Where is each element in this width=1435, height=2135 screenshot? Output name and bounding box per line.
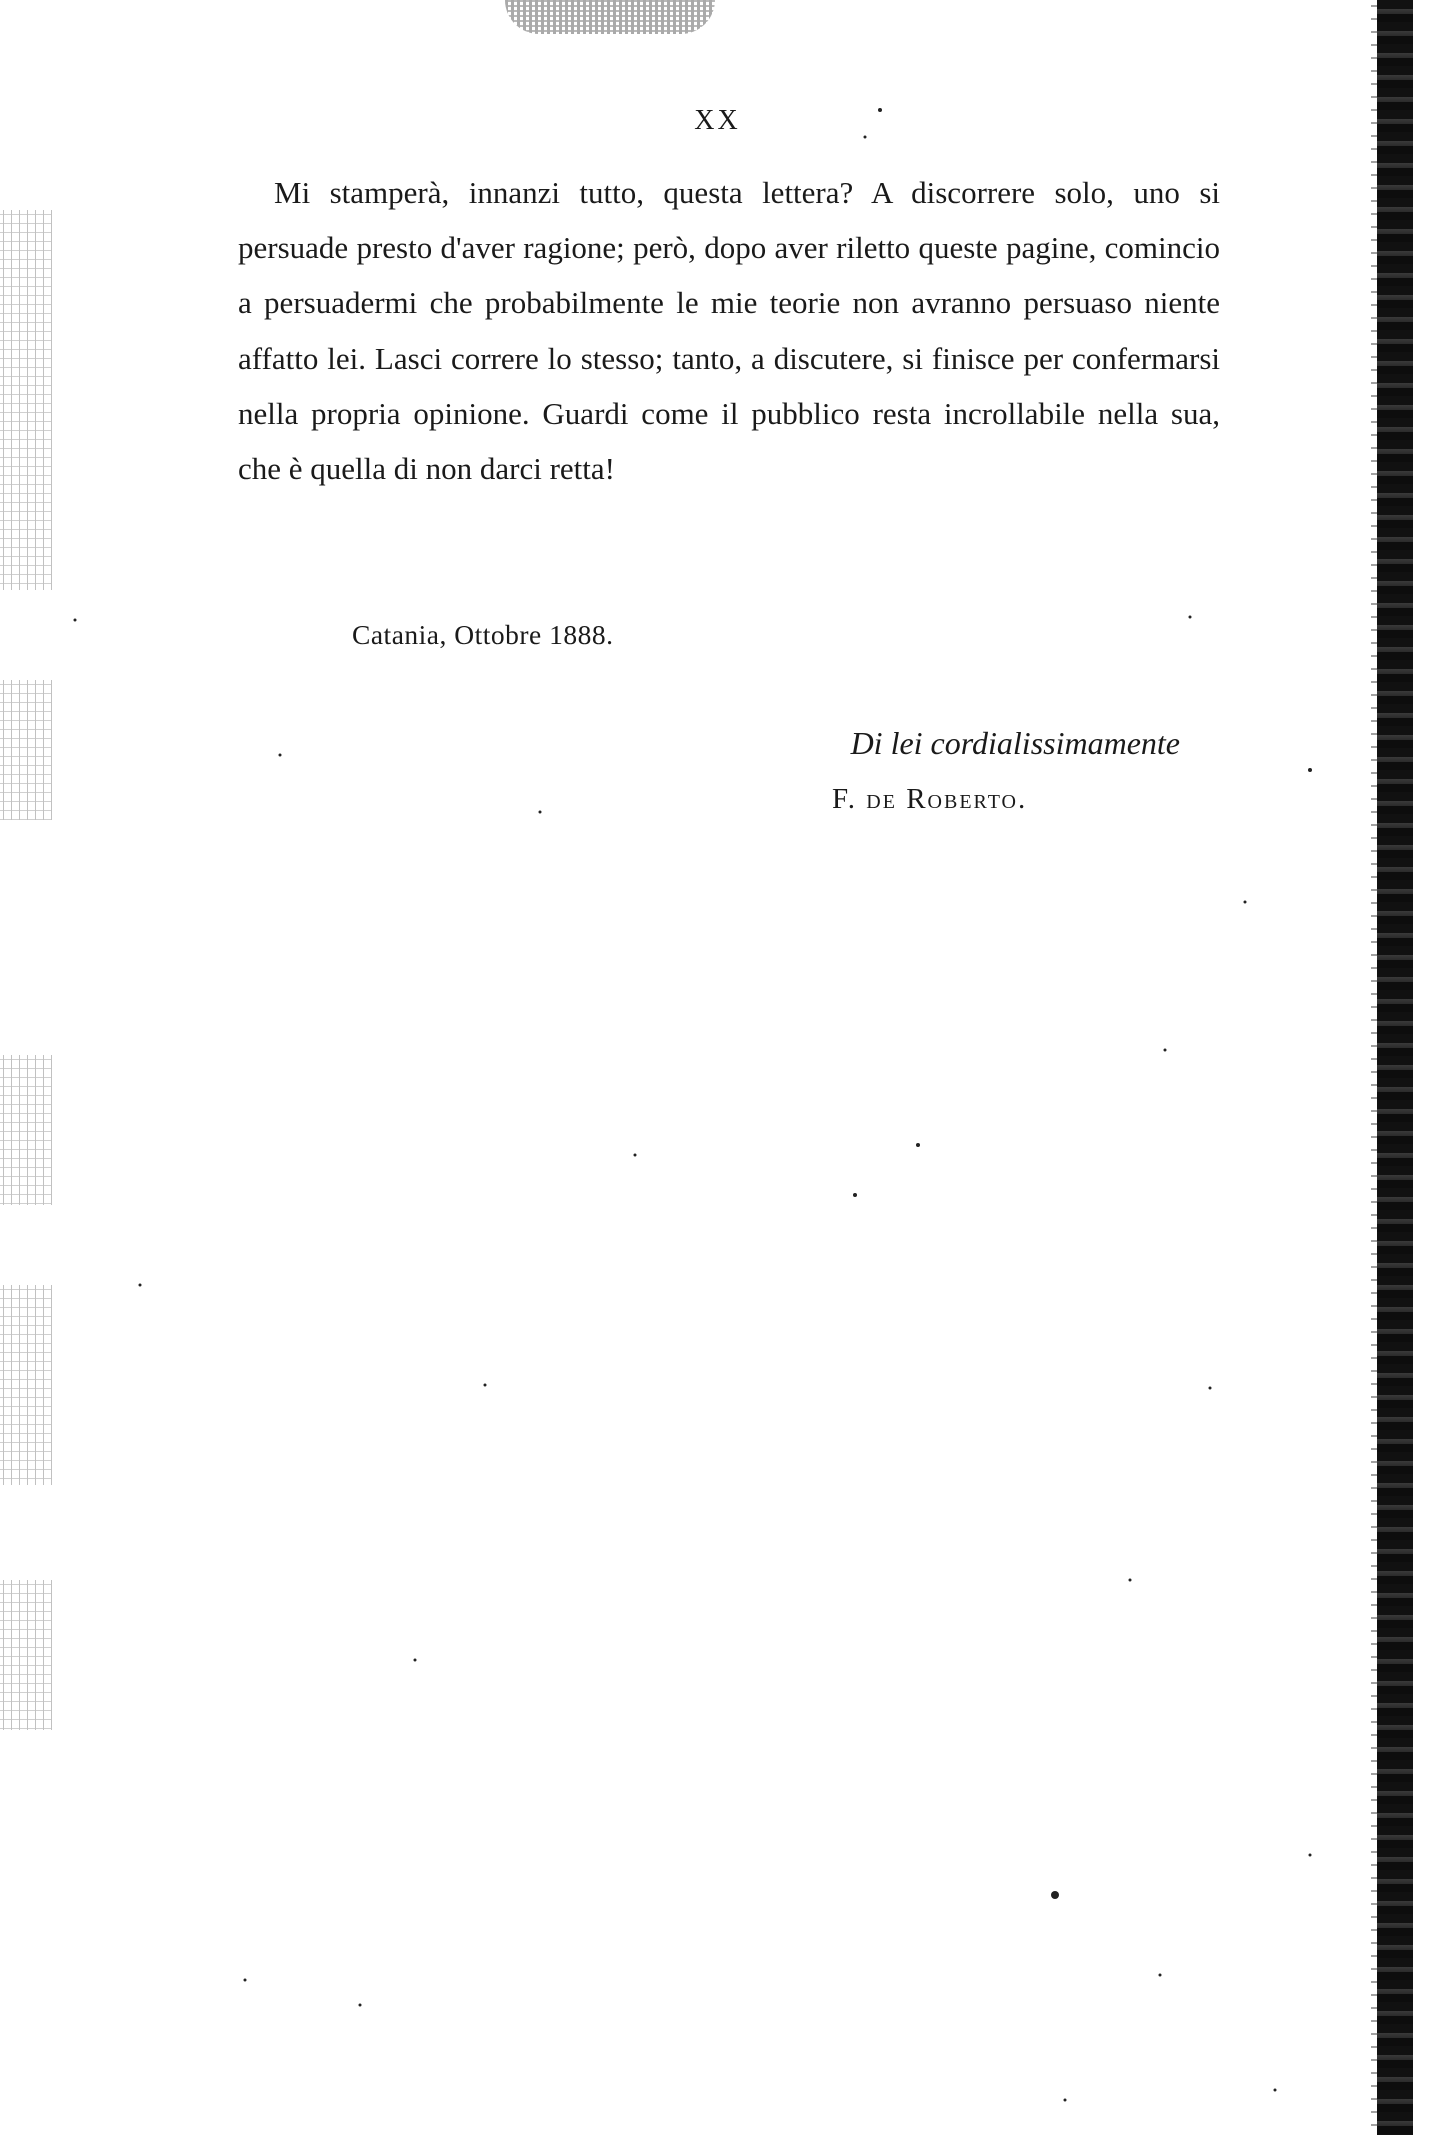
letter-closing: Di lei cordialissimamente	[850, 725, 1180, 761]
scan-edge-left	[0, 210, 52, 590]
scan-binding-edge	[1377, 0, 1413, 2135]
letter-body	[238, 165, 1220, 496]
letter-dateline: Catania, Ottobre 1888.	[352, 619, 614, 650]
scan-smudge	[505, 0, 715, 34]
scan-edge-left	[0, 1580, 52, 1730]
letter-signature: F. de Roberto.	[832, 783, 1028, 815]
page-number: XX	[694, 105, 741, 136]
scan-edge-left	[0, 1285, 52, 1485]
scan-edge-left	[0, 1055, 52, 1205]
letter-paragraph: Mi stamperà, innanzi tutto, questa lettera? A discorrere solo, uno si persuade presto d'aver ragione; però, dopo aver riletto queste pagine, comincio a persuadermi che probabilmente le mie teorie non avranno persuaso niente affatto lei. Lasci correre lo stesso; tanto, a discutere, si finisce per confermarsi nella propria opinione. Guardi come il pubblico resta incrollabile nella sua, che è quella di non darci retta!	[238, 175, 1220, 487]
